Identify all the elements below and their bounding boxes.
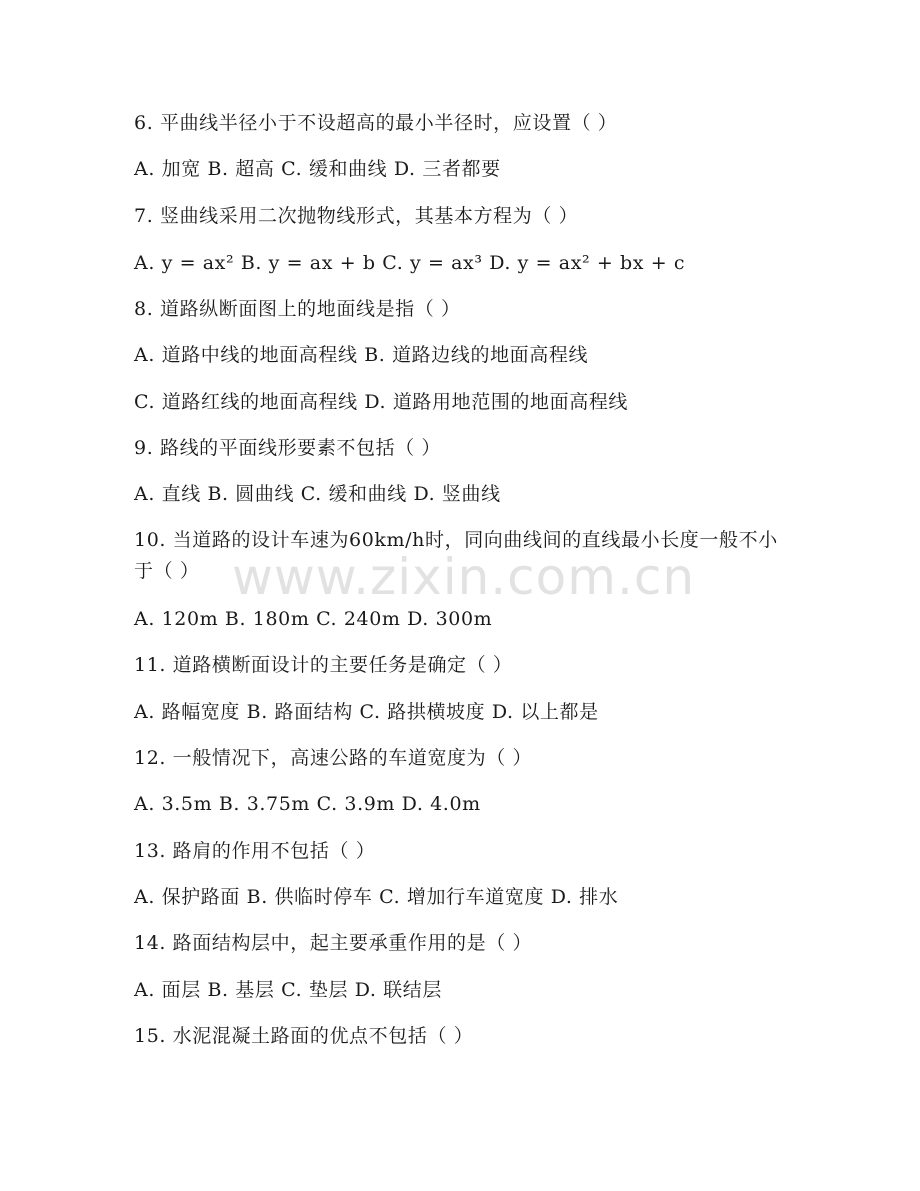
options-8-cd: C. 道路红线的地面高程线 D. 道路用地范围的地面高程线 [134,391,629,413]
options-13: A. 保护路面 B. 供临时停车 C. 增加行车道宽度 D. 排水 [134,886,619,908]
options-6: A. 加宽 B. 超高 C. 缓和曲线 D. 三者都要 [134,158,501,180]
options-11: A. 路幅宽度 B. 路面结构 C. 路拱横坡度 D. 以上都是 [134,701,599,723]
options-10: A. 120m B. 180m C. 240m D. 300m [134,608,493,630]
options-7: A. y = ax² B. y = ax + b C. y = ax³ D. y = ax² + bx + c [134,252,686,274]
question-10: 10. 当道路的设计车速为60km/h时，同向曲线间的直线最小长度一般不小于（ ） [134,529,778,582]
question-13: 13. 路肩的作用不包括（ ） [134,840,376,862]
question-15: 15. 水泥混凝土路面的优点不包括（ ） [134,1025,474,1047]
question-12: 12. 一般情况下，高速公路的车道宽度为（ ） [134,747,533,769]
options-8-ab: A. 道路中线的地面高程线 B. 道路边线的地面高程线 [134,344,589,366]
question-9: 9. 路线的平面线形要素不包括（ ） [134,437,442,459]
question-6: 6. 平曲线半径小于不设超高的最小半径时，应设置（ ） [134,112,618,134]
question-8: 8. 道路纵断面图上的地面线是指（ ） [134,298,461,320]
options-12: A. 3.5m B. 3.75m C. 3.9m D. 4.0m [134,793,481,815]
question-7: 7. 竖曲线采用二次抛物线形式，其基本方程为（ ） [134,205,579,227]
question-14: 14. 路面结构层中，起主要承重作用的是（ ） [134,932,533,954]
options-14: A. 面层 B. 基层 C. 垫层 D. 联结层 [134,979,442,1001]
question-11: 11. 道路横断面设计的主要任务是确定（ ） [134,654,513,676]
watermark: www.zixin.com.cn [232,548,696,606]
options-9: A. 直线 B. 圆曲线 C. 缓和曲线 D. 竖曲线 [134,483,501,505]
